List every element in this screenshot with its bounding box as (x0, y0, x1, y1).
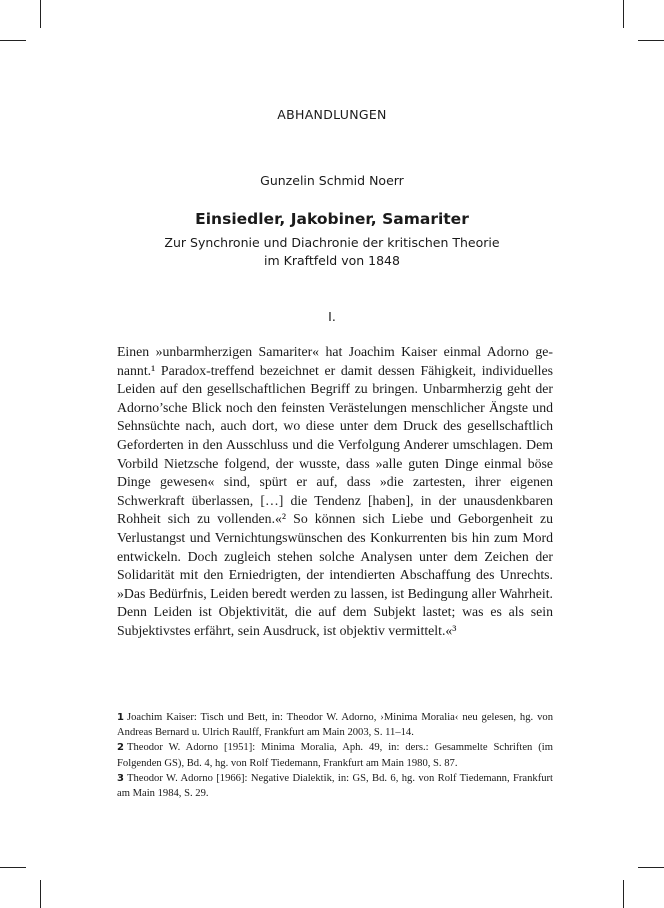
footnote-number: 1 (117, 712, 124, 723)
footnote-1 (117, 710, 553, 740)
crop-mark-top-right-h (638, 40, 664, 41)
footnote-number: 3 (117, 772, 124, 784)
article-subtitle-line-1: Zur Synchronie und Diachronie der kritischen Theorie (164, 235, 500, 250)
crop-mark-bottom-right (623, 880, 624, 908)
section-numeral: I. (328, 309, 336, 324)
author-name: Gunzelin Schmid Noerr (260, 173, 404, 188)
crop-mark-top-right (623, 0, 624, 28)
crop-mark-bottom-left (40, 880, 41, 908)
crop-mark-top-left (40, 0, 41, 28)
footnote-text: Theodor W. Adorno [1966]: Negative Dialektik, in: GS, Bd. 6, hg. von Rolf Tiedemann, Frankfurt am Main 1984, S. 29. (117, 772, 553, 800)
footnotes (117, 710, 553, 801)
footnote-3 (117, 771, 553, 801)
footnote-number: 2 (117, 742, 124, 754)
footnote-2 (117, 740, 553, 770)
crop-mark-top-left-h (0, 40, 26, 41)
article-subtitle-line-2: im Kraftfeld von 1848 (264, 253, 400, 268)
body-paragraph: Einen »unbarmherzigen Samariter« hat Joachim Kaiser einmal Adorno genannt.¹ Paradox-treffend bezeichnet er damit dessen Fähigkeit, individuelles Leiden auf den gesellschaftlichen Begriff zu bringen. Unbarmherzig geht der Adorno’sche Blick noch den feinsten Verästelungen menschlicher Ängste und Sehnsüchte nach, auch dort, wo diese unter dem Druck des gesellschaftlich Geforderten in den Ausschluss und die Verfolgung Anderer umschlagen. Dem Vorbild Nietzsche folgend, der wusste, dass »alle guten Dinge einmal böse Dinge gewesen« sind, spürt er auf, dass »die zartesten, ihrer eigenen Schwerkraft überlassen, […] die Tendenz [haben], in der unausdenkbaren Rohheit sich zu vollenden.«² So können sich Liebe und Geborgenheit zu Verlustangst und Vernichtungswünschen des Konkurrenten bis hin zum Mord entwickeln. Doch zugleich stehen solche Analysen unter dem Zeichen der Solidarität mit den Erniedrigten, der intendierten Abschaffung des Unrechts. »Das Bedürfnis, Leiden beredt werden zu lassen, ist Bedingung aller Wahrheit. Denn Leiden ist Objektivität, die auf dem Subjekt lastet; was es als sein Subjektivstes erfährt, sein Ausdruck, ist objektiv vermittelt.«³ (117, 344, 553, 638)
crop-mark-bottom-right-h (638, 867, 664, 868)
body-text (117, 343, 553, 641)
crop-mark-bottom-left-h (0, 867, 26, 868)
footnote-text: Joachim Kaiser: Tisch und Bett, in: Theodor W. Adorno, ›Minima Moralia‹ neu gelesen, hg. von Andreas Bernard u. Ulrich Raulff, Frankfurt am Main 2003, S. 11–14. (117, 712, 553, 739)
footnote-text: Theodor W. Adorno [1951]: Minima Moralia, Aph. 49, in: ders.: Gesammelte Schriften (im Folgenden GS), Bd. 4, hg. von Rolf Tiedemann, Frankfurt am Main 1980, S. 87. (117, 742, 553, 769)
section-label: ABHANDLUNGEN (277, 107, 387, 122)
article-title: Einsiedler, Jakobiner, Samariter (195, 210, 469, 228)
